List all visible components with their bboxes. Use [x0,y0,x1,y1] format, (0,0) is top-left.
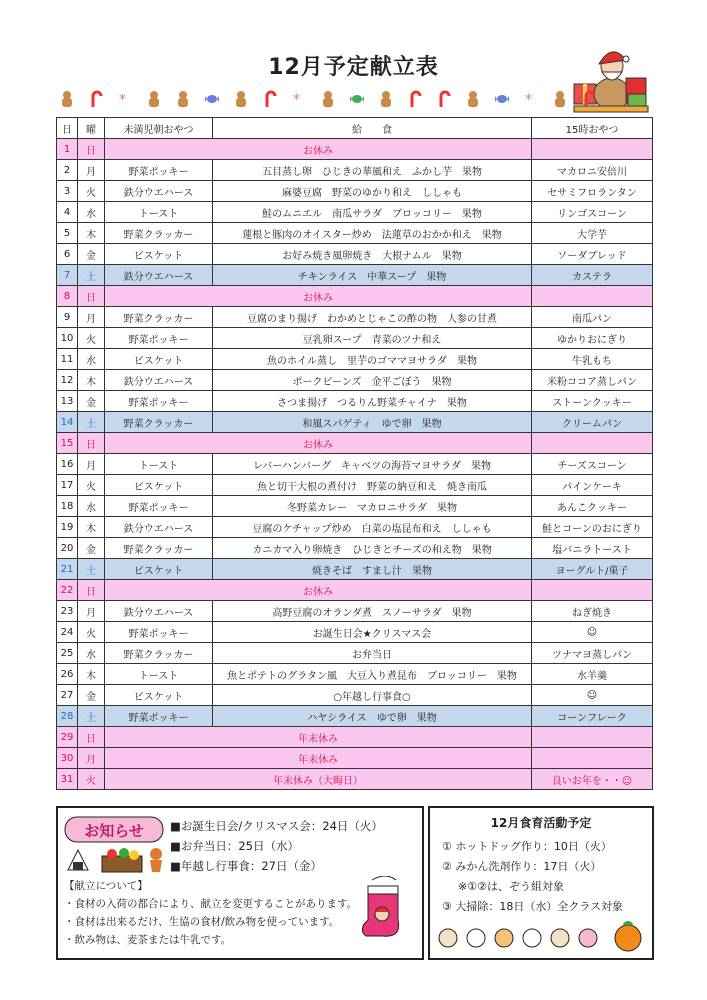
weekday-cell: 火 [78,328,105,349]
infant-snack-cell: 野菜ポッキー [105,496,213,517]
afternoon-snack-cell: 水羊羹 [532,664,653,685]
weekday-cell: 日 [78,139,105,160]
day-cell: 28 [57,706,78,727]
table-row [57,181,653,202]
candy-cane-icon [580,90,598,108]
table-header [57,118,653,139]
afternoon-snack-cell: チーズスコーン [532,454,653,475]
day-cell: 29 [57,727,78,748]
lunch-cell: 和風スパゲティ ゆで卵 果物 [213,412,532,433]
table-row [57,475,653,496]
table-row [57,412,653,433]
holiday-cell: お休み [105,286,532,307]
infant-snack-cell: トースト [105,454,213,475]
afternoon-snack-cell: ☺ [532,685,653,706]
afternoon-snack-cell: ☺ [532,622,653,643]
day-cell: 22 [57,580,78,601]
day-cell: 17 [57,475,78,496]
table-row [57,307,653,328]
infant-snack-cell: 鉄分ウエハース [105,265,213,286]
sparkle-icon [290,90,308,108]
infant-snack-cell: ビスケット [105,559,213,580]
table-row [57,685,653,706]
animals-illustration [434,916,646,954]
decoration-border [58,88,598,110]
lunch-cell: 豆腐のケチャップ炒め 白菜の塩昆布和え ししゃも [213,517,532,538]
afternoon-snack-cell: ツナマヨ蒸しパン [532,643,653,664]
holiday-cell: お休み [105,433,532,454]
svg-text:*: * [525,92,532,108]
lunch-cell: 鮭のムニエル 南瓜サラダ ブロッコリー 果物 [213,202,532,223]
day-cell: 30 [57,748,78,769]
afternoon-snack-cell: ソーダブレッド [532,244,653,265]
infant-snack-cell: 鉄分ウエハース [105,181,213,202]
notice-box [56,806,424,960]
weekday-cell: 金 [78,391,105,412]
lunch-cell: ○年越し行事食○ [213,685,532,706]
infant-snack-cell: ビスケット [105,244,213,265]
lunch-cell: 蓮根と豚肉のオイスター炒め 法蓮草のおかか和え 果物 [213,223,532,244]
infant-snack-cell: 野菜クラッカー [105,223,213,244]
table-row [57,706,653,727]
weekday-cell: 木 [78,517,105,538]
weekday-cell: 日 [78,727,105,748]
day-cell: 5 [57,223,78,244]
afternoon-snack-cell: クリームパン [532,412,653,433]
table-row [57,559,653,580]
holiday-cell: お休み [105,580,532,601]
weekday-cell: 金 [78,244,105,265]
lunch-cell: 魚と切干大根の煮付け 野菜の納豆和え 焼き南瓜 [213,475,532,496]
day-cell: 26 [57,664,78,685]
lunch-cell: レバーハンバーグ キャベツの海苔マヨサラダ 果物 [213,454,532,475]
gingerbread-icon [319,90,337,108]
weekday-cell: 月 [78,454,105,475]
afternoon-snack-cell: ゆかりおにぎり [532,328,653,349]
day-cell: 19 [57,517,78,538]
table-row [57,433,653,454]
candy-cane-icon [435,90,453,108]
lunch-cell: ハヤシライス ゆで卵 果物 [213,706,532,727]
table-row [57,769,653,790]
weekday-cell: 日 [78,286,105,307]
afternoon-snack-cell [532,433,653,454]
weekday-cell: 月 [78,307,105,328]
afternoon-snack-cell: ストーンクッキー [532,391,653,412]
lunch-cell: 豆腐のまり揚げ わかめとじゃこの酢の物 人参の甘煮 [213,307,532,328]
table-row [57,286,653,307]
infant-snack-cell: 鉄分ウエハース [105,601,213,622]
day-cell: 11 [57,349,78,370]
gingerbread-icon [145,90,163,108]
gingerbread-icon [232,90,250,108]
infant-snack-cell: 野菜クラッカー [105,412,213,433]
infant-snack-cell: ビスケット [105,349,213,370]
afternoon-snack-cell: 大学芋 [532,223,653,244]
menu-note: ・飲み物は、麦茶または牛乳です。 [64,934,232,946]
table-row [57,517,653,538]
table-row [57,643,653,664]
sparkle-icon [522,90,540,108]
weekday-cell: 火 [78,622,105,643]
day-cell: 13 [57,391,78,412]
weekday-cell: 月 [78,748,105,769]
header-day: 日 [57,118,78,139]
day-cell: 7 [57,265,78,286]
weekday-cell: 土 [78,559,105,580]
afternoon-snack-cell: 鮭とコーンのおにぎり [532,517,653,538]
gingerbread-icon [377,90,395,108]
plan-title: 12月食育活動予定 [490,816,592,830]
candy-cane-icon [406,90,424,108]
afternoon-snack-cell [532,727,653,748]
event-birthday: ■お誕生日会/クリスマス会：24日（火） [170,819,383,833]
afternoon-snack-cell: リンゴスコーン [532,202,653,223]
svg-text:お知らせ: お知らせ [84,822,144,840]
menu-note: ・食材の入荷の都合により、献立を変更することがあります。 [64,898,358,910]
infant-snack-cell: 野菜クラッカー [105,307,213,328]
weekday-cell: 日 [78,580,105,601]
day-cell: 21 [57,559,78,580]
lunch-cell: カニカマ入り卵焼き ひじきとチーズの和え物 果物 [213,538,532,559]
day-cell: 24 [57,622,78,643]
day-cell: 12 [57,370,78,391]
lunch-cell: さつま揚げ つるりん野菜チャイナ 果物 [213,391,532,412]
day-cell: 25 [57,643,78,664]
afternoon-snack-cell: ヨーグルト/菓子 [532,559,653,580]
lunch-cell: 豆乳卵スープ 青菜のツナ和え [213,328,532,349]
weekday-cell: 金 [78,538,105,559]
food-education-plan-box [428,806,654,960]
candy-cane-icon [261,90,279,108]
day-cell: 10 [57,328,78,349]
day-cell: 18 [57,496,78,517]
lunch-cell: 五目蒸し卵 ひじきの華風和え ふかし芋 果物 [213,160,532,181]
day-cell: 8 [57,286,78,307]
afternoon-snack-cell: マカロニ安倍川 [532,160,653,181]
table-row [57,454,653,475]
table-row [57,328,653,349]
menu-note-heading: 【献立について】 [64,880,148,892]
svg-text:*: * [293,92,300,108]
lunch-cell: 高野豆腐のオランダ煮 スノーサラダ 果物 [213,601,532,622]
plan-item: ③ 大掃除：18日（水）全クラス対象 [442,900,624,913]
weekday-cell: 木 [78,370,105,391]
infant-snack-cell: 野菜ポッキー [105,622,213,643]
table-row [57,580,653,601]
day-cell: 3 [57,181,78,202]
menu-note: ・食材は出来るだけ、生協の食材/飲み物を使っています。 [64,916,340,928]
lunch-cell: チキンライス 中華スープ 果物 [213,265,532,286]
table-row [57,538,653,559]
holiday-cell: お休み [105,139,532,160]
afternoon-snack-cell: 良いお年を・・☺ [532,769,653,790]
holiday-cell: 年末休み（大晦日） [105,769,532,790]
afternoon-snack-cell: あんこクッキー [532,496,653,517]
lunch-cell: お弁当日 [213,643,532,664]
weekday-cell: 日 [78,433,105,454]
holiday-cell: 年末休み [105,748,532,769]
event-bento: ■お弁当日：25日（水） [170,839,299,853]
gingerbread-icon [174,90,192,108]
weekday-cell: 木 [78,664,105,685]
table-row [57,265,653,286]
weekday-cell: 月 [78,160,105,181]
food-illustration [62,844,168,874]
svg-text:*: * [119,92,126,108]
menu-table [56,117,653,790]
day-cell: 4 [57,202,78,223]
plan-item: ② みかん洗剤作り：17日（火） [442,860,602,873]
table-row [57,223,653,244]
header-afternoon-snack: 15時おやつ [532,118,653,139]
afternoon-snack-cell [532,748,653,769]
weekday-cell: 水 [78,349,105,370]
day-cell: 6 [57,244,78,265]
oshirase-logo [64,814,164,844]
afternoon-snack-cell: パインケーキ [532,475,653,496]
weekday-cell: 木 [78,223,105,244]
lunch-cell: ポークビーンズ 金平ごぼう 果物 [213,370,532,391]
infant-snack-cell: 鉄分ウエハース [105,517,213,538]
table-row [57,244,653,265]
header-weekday: 曜 [78,118,105,139]
weekday-cell: 火 [78,181,105,202]
day-cell: 9 [57,307,78,328]
afternoon-snack-cell [532,286,653,307]
header-lunch: 給 食 [213,118,532,139]
day-cell: 14 [57,412,78,433]
afternoon-snack-cell: 塩バニラトースト [532,538,653,559]
table-row [57,202,653,223]
weekday-cell: 土 [78,265,105,286]
infant-snack-cell: 野菜クラッカー [105,643,213,664]
gingerbread-icon [464,90,482,108]
plan-item: ① ホットドッグ作り：10日（火） [442,840,612,853]
afternoon-snack-cell: カステラ [532,265,653,286]
day-cell: 15 [57,433,78,454]
table-row [57,622,653,643]
afternoon-snack-cell: コーンフレーク [532,706,653,727]
table-row [57,664,653,685]
sparkle-icon [116,90,134,108]
lunch-cell: 魚とポテトのグラタン風 大豆入り煮昆布 ブロッコリー 果物 [213,664,532,685]
infant-snack-cell: トースト [105,202,213,223]
infant-snack-cell: ビスケット [105,685,213,706]
infant-snack-cell: 野菜ポッキー [105,391,213,412]
weekday-cell: 水 [78,496,105,517]
lunch-cell: 焼きそば すまし汁 果物 [213,559,532,580]
day-cell: 16 [57,454,78,475]
day-cell: 23 [57,601,78,622]
gingerbread-icon [551,90,569,108]
plan-note: ※①②は、ぞう組対象 [458,880,564,893]
weekday-cell: 火 [78,475,105,496]
wrapped-candy-icon [203,90,221,108]
lunch-cell: 冬野菜カレー マカロニサラダ 果物 [213,496,532,517]
table-row [57,727,653,748]
table-row [57,370,653,391]
table-row [57,748,653,769]
table-row [57,496,653,517]
infant-snack-cell: 野菜ポッキー [105,706,213,727]
table-row [57,139,653,160]
day-cell: 20 [57,538,78,559]
holiday-cell: 年末休み [105,727,532,748]
day-cell: 27 [57,685,78,706]
weekday-cell: 土 [78,412,105,433]
infant-snack-cell: ビスケット [105,475,213,496]
event-new-year: ■年越し行事食：27日（金） [170,859,322,873]
afternoon-snack-cell: ねぎ焼き [532,601,653,622]
infant-snack-cell: 野菜ポッキー [105,160,213,181]
table-row [57,601,653,622]
infant-snack-cell: トースト [105,664,213,685]
weekday-cell: 水 [78,202,105,223]
afternoon-snack-cell [532,580,653,601]
infant-snack-cell: 野菜クラッカー [105,538,213,559]
weekday-cell: 金 [78,685,105,706]
lunch-cell: 麻婆豆腐 野菜のゆかり和え ししゃも [213,181,532,202]
lunch-cell: 魚のホイル蒸し 里芋のゴママヨサラダ 果物 [213,349,532,370]
infant-snack-cell: 野菜ポッキー [105,328,213,349]
day-cell: 2 [57,160,78,181]
christmas-stocking-illustration [358,876,414,940]
header-infant-snack: 未満児朝おやつ [105,118,213,139]
candy-cane-icon [87,90,105,108]
lunch-cell: お好み焼き風卵焼き 大根ナムル 果物 [213,244,532,265]
day-cell: 1 [57,139,78,160]
table-row [57,349,653,370]
lunch-cell: お誕生日会★クリスマス会 [213,622,532,643]
weekday-cell: 火 [78,769,105,790]
weekday-cell: 月 [78,601,105,622]
afternoon-snack-cell: 南瓜パン [532,307,653,328]
afternoon-snack-cell [532,139,653,160]
table-row [57,391,653,412]
wrapped-candy-icon [348,90,366,108]
weekday-cell: 土 [78,706,105,727]
table-row [57,160,653,181]
wrapped-candy-icon [493,90,511,108]
gingerbread-icon [58,90,76,108]
day-cell: 31 [57,769,78,790]
afternoon-snack-cell: セサミフロランタン [532,181,653,202]
afternoon-snack-cell: 牛乳もち [532,349,653,370]
afternoon-snack-cell: 米粉ココア蒸しパン [532,370,653,391]
page-title: 12月予定献立表 [268,55,439,80]
weekday-cell: 水 [78,643,105,664]
infant-snack-cell: 鉄分ウエハース [105,370,213,391]
